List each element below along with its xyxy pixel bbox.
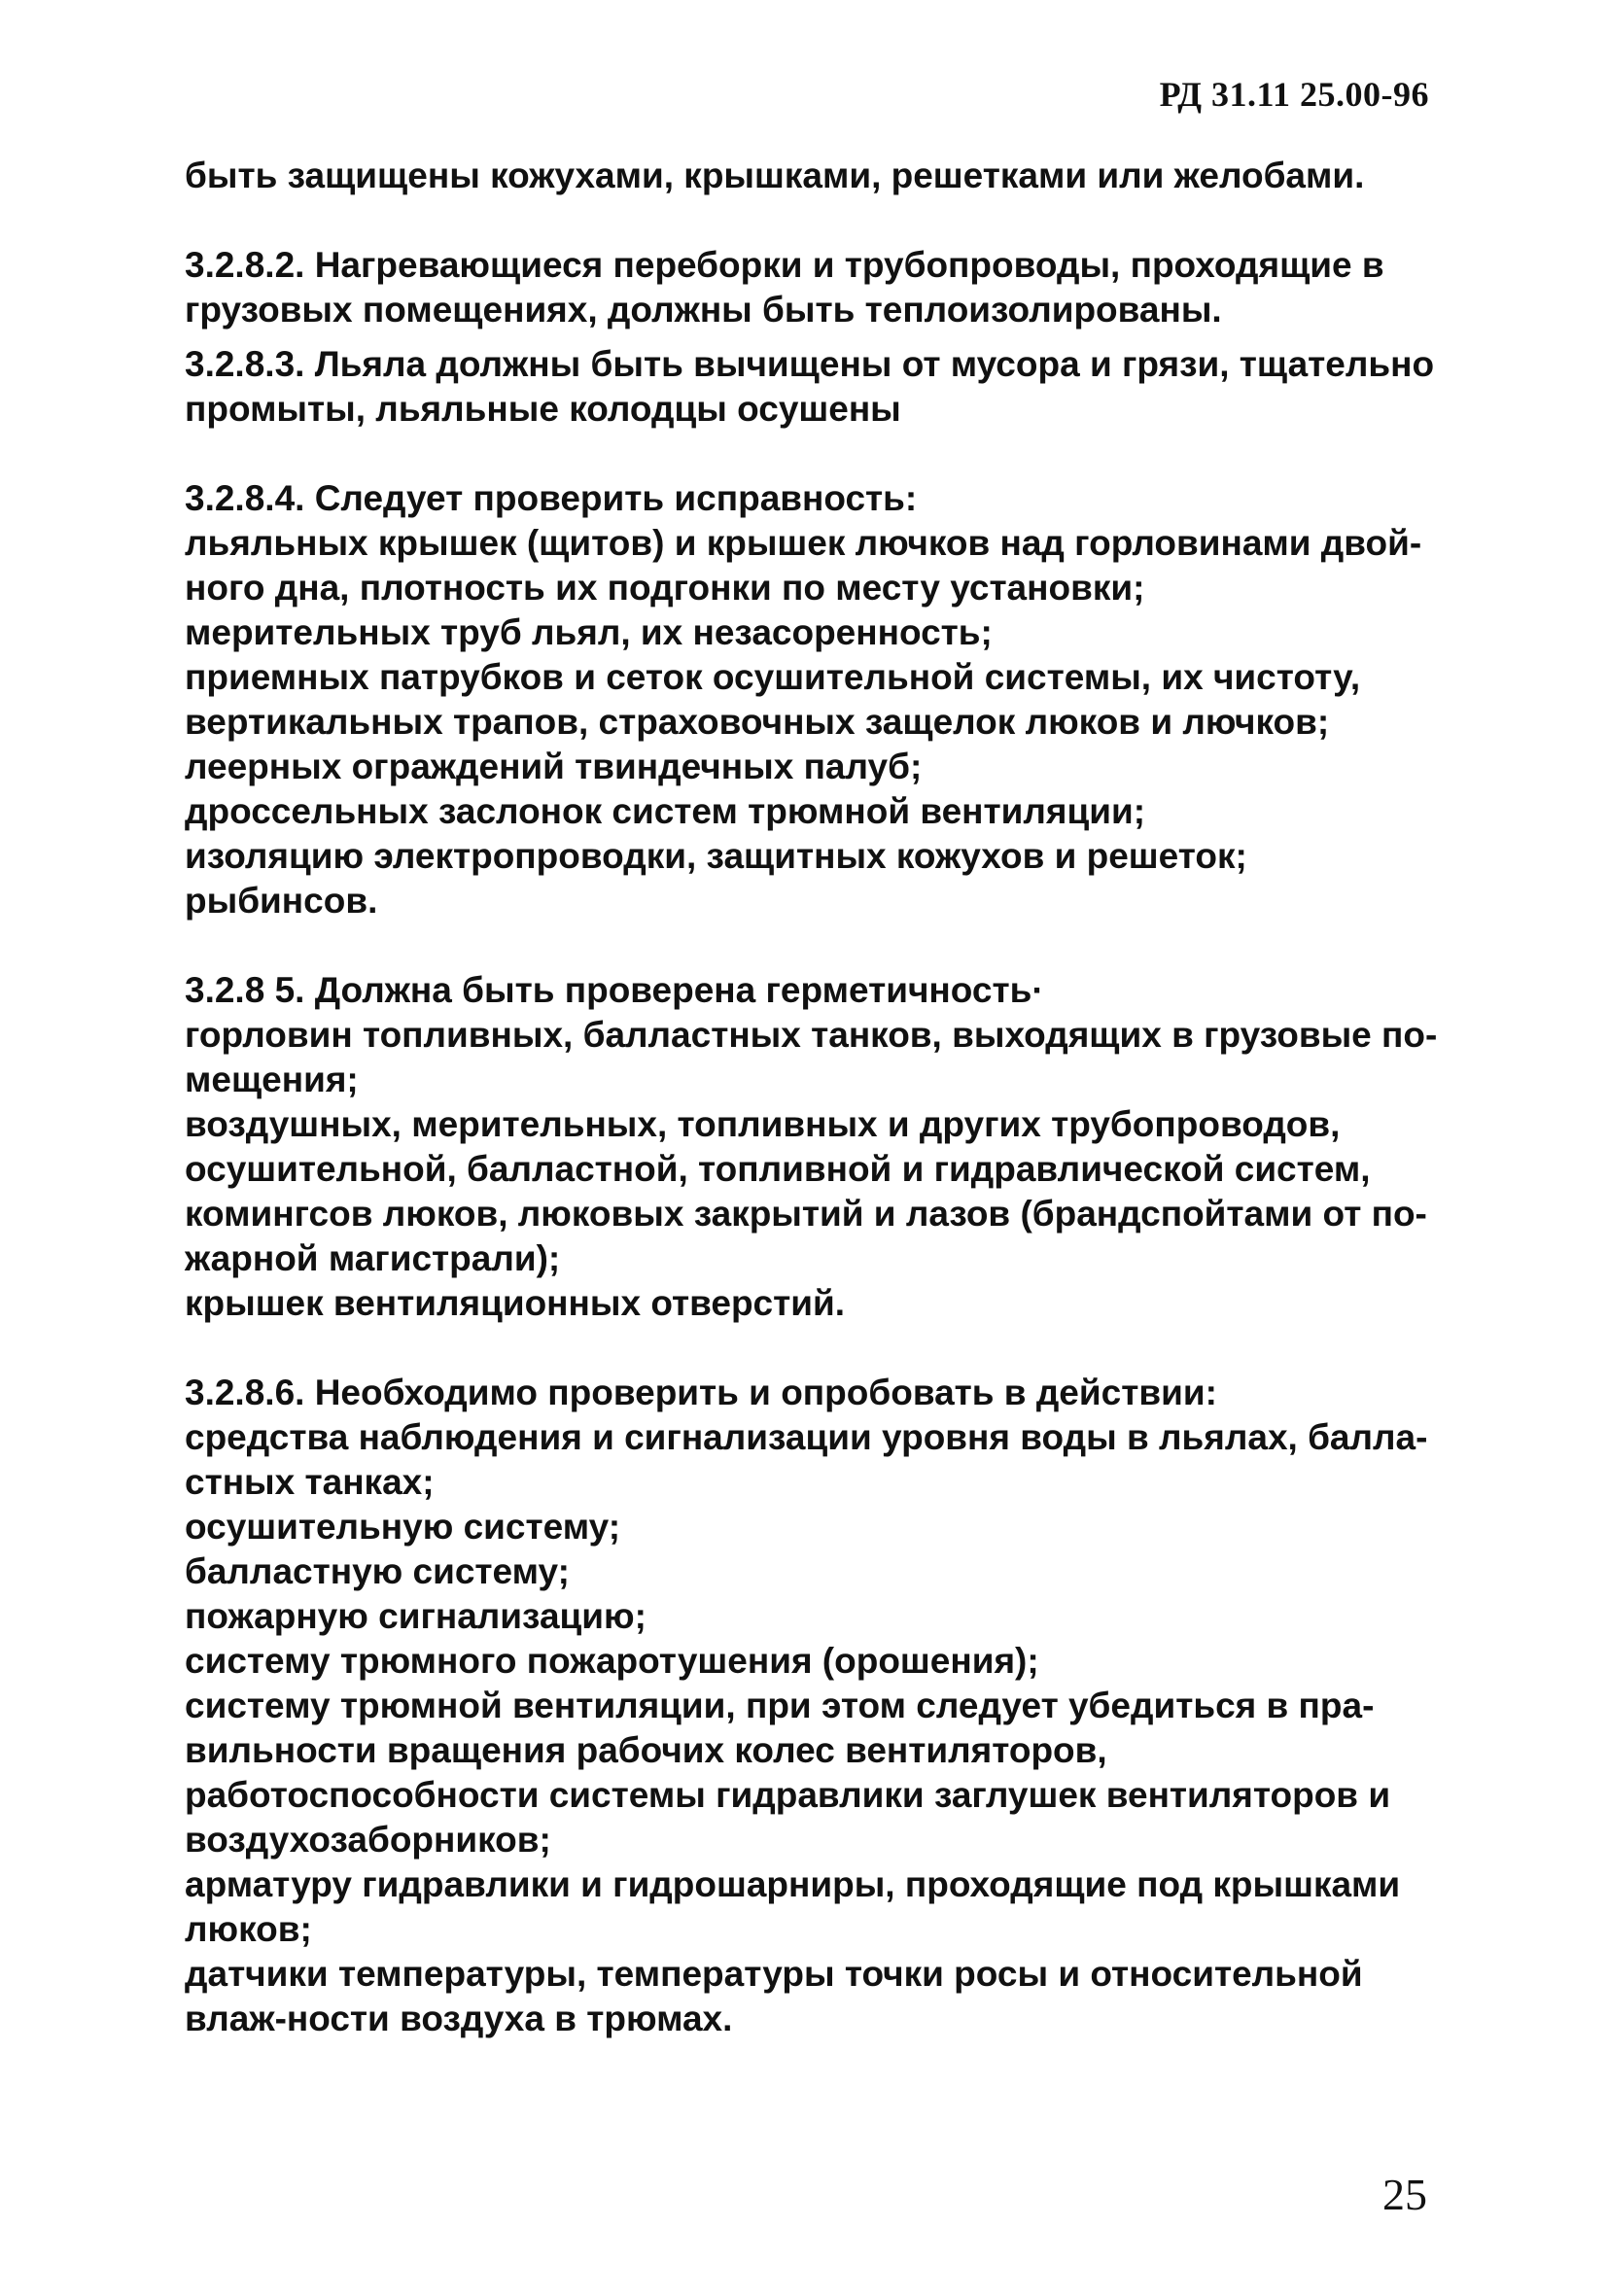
list-item: рыбинсов. [185,881,378,921]
list-item: арматуру гидравлики и гидрошарниры, проходящие под крышками люков; [185,1864,1401,1949]
list-item: леерных ограждений твиндечных палуб; [185,747,923,786]
page-number: 25 [1382,2170,1427,2219]
list-item: средства наблюдения и сигнализации уровня воды в льялах, балла-стных танках; [185,1417,1428,1502]
list-item: балластную систему; [185,1551,570,1591]
list-item: вертикальных трапов, страховочных защелок люков и лючков; [185,702,1330,742]
list-item: крышек вентиляционных отверстий. [185,1283,846,1323]
section-3-2-8-6-heading: 3.2.8.6. Необходимо проверить и опробовать в действии: [185,1373,1217,1412]
section-3-2-8-5-heading: 3.2.8 5. Должна быть проверена герметичность· [185,970,1044,1010]
page-content [185,154,1439,2041]
list-item: пожарную сигнализацию; [185,1596,647,1636]
list-item: горловин топливных, балластных танков, выходящих в грузовые по-мещения; [185,1015,1438,1099]
section-3-2-8-2: 3.2.8.2. Нагревающиеся переборки и трубопроводы, проходящие в грузовых помещениях, должны быть теплоизолированы. [185,245,1384,330]
section-3-2-8-4-heading: 3.2.8.4. Следует проверить исправность: [185,478,918,518]
list-item: систему трюмного пожаротушения (орошения); [185,1641,1039,1681]
list-item: комингсов люков, люковых закрытий и лазов (брандспойтами от по-жарной магистрали); [185,1194,1427,1278]
list-item: осушительную систему; [185,1507,621,1547]
list-item: дроссельных заслонок систем трюмной вентиляции; [185,791,1146,831]
section-3-2-8-3: 3.2.8.3. Льяла должны быть вычищены от мусора и грязи, тщательно промыты, льяльные колодцы осушены [185,344,1435,429]
list-item: льяльных крышек (щитов) и крышек лючков над горловинами двой-ного дна, плотность их подгонки по месту установки; [185,523,1422,608]
list-item: датчики температуры, температуры точки росы и относительной влаж-ности воздуха в трюмах. [185,1954,1363,2038]
list-item: приемных патрубков и сеток осушительной системы, их чистоту, [185,657,1361,697]
document-id-header: РД 31.11 25.00-96 [1159,75,1429,114]
list-item: систему трюмной вентиляции, при этом следует убедиться в пра-вильности вращения рабочих колес вентиляторов, работоспособности системы гидравлики заглушек вентиляторов и воздухозаборников; [185,1686,1391,1860]
list-item: воздушных, мерительных, топливных и других трубопроводов, [185,1104,1341,1144]
list-item: мерительных труб льял, их незасоренность; [185,612,993,652]
list-item: осушительной, балластной, топливной и гидравлической систем, [185,1149,1371,1189]
list-item: изоляцию электропроводки, защитных кожухов и решеток; [185,836,1247,876]
paragraph-continuation: быть защищены кожухами, крышками, решетками или желобами. [185,156,1365,195]
